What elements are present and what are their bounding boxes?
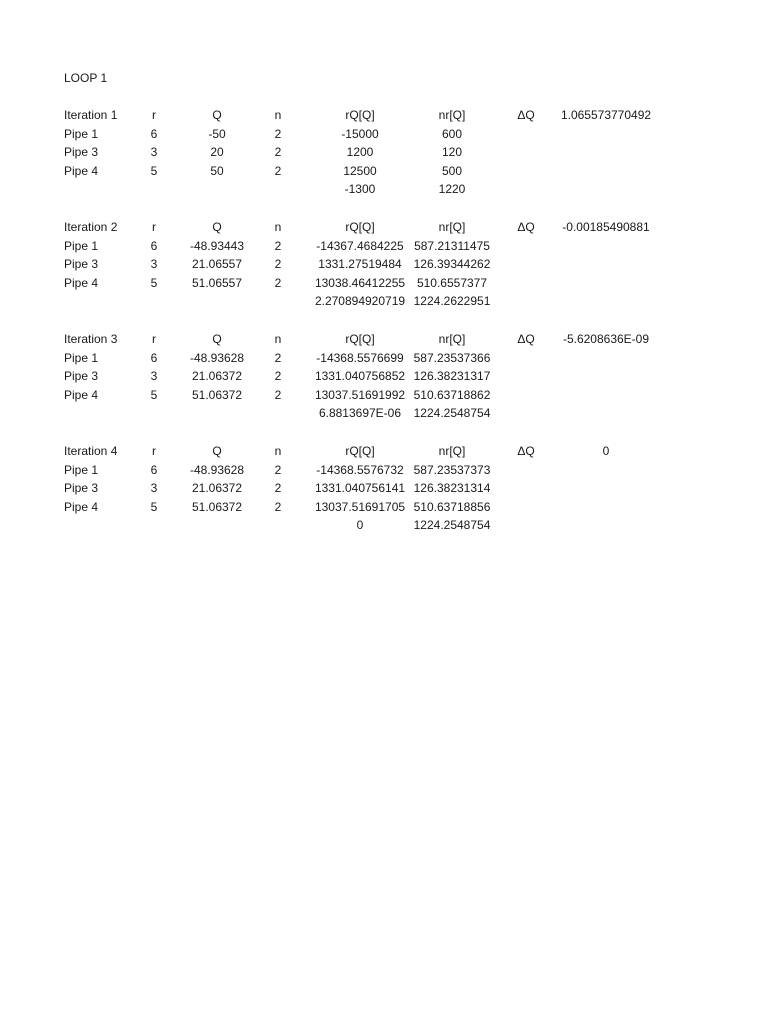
- table-row: [0, 274, 768, 292]
- cell-rq: -14368.5576732: [316, 462, 404, 477]
- cell-q: 21.06372: [191, 369, 243, 384]
- pipe-label: Pipe 1: [64, 126, 99, 141]
- pipe-label: Pipe 4: [64, 387, 99, 402]
- cell-n: 2: [274, 369, 282, 384]
- cell-q: 50: [210, 163, 224, 178]
- cell-nr: 587.21311475: [414, 238, 490, 253]
- cell-rq: 1331.040756141: [314, 481, 406, 496]
- cell-q: 21.06557: [191, 257, 243, 272]
- totals-row: [0, 180, 768, 198]
- cell-r: 3: [150, 257, 158, 272]
- cell-n: 2: [274, 275, 282, 290]
- cell-q: -50: [208, 126, 226, 141]
- cell-r: 6: [150, 126, 158, 141]
- total-nr: 1220: [438, 182, 466, 197]
- cell-r: 3: [150, 369, 158, 384]
- cell-rq: -14368.5576699: [316, 350, 404, 365]
- delta-q-label: ΔQ: [517, 108, 535, 122]
- cell-nr: 587.23537373: [413, 462, 491, 477]
- cell-nr: 500: [441, 163, 463, 178]
- column-header-nr: nr[Q]: [438, 444, 466, 458]
- total-rq: 0: [356, 518, 364, 533]
- cell-nr: 600: [441, 126, 463, 141]
- cell-rq: -14367.4684225: [316, 238, 404, 253]
- table-row: [0, 349, 768, 367]
- cell-q: -48.93628: [189, 350, 245, 365]
- column-header-n: n: [274, 332, 282, 346]
- cell-q: -48.93443: [189, 238, 245, 253]
- table-row: [0, 237, 768, 255]
- table-row: [0, 461, 768, 479]
- column-header-nr: nr[Q]: [438, 220, 466, 234]
- cell-rq: 13037.51691992: [314, 387, 406, 402]
- cell-nr: 126.39344262: [413, 257, 491, 272]
- table-row: [0, 498, 768, 516]
- iteration-header-row: [0, 218, 768, 236]
- cell-nr: 126.38231317: [413, 369, 491, 384]
- column-header-n: n: [274, 444, 282, 458]
- cell-n: 2: [274, 481, 282, 496]
- column-header-rq: rQ[Q]: [345, 108, 375, 122]
- column-header-q: Q: [212, 444, 222, 458]
- total-rq: 6.8813697E-06: [318, 406, 402, 421]
- column-header-r: r: [152, 444, 156, 458]
- total-nr: 1224.2622951: [413, 294, 491, 309]
- iteration-label: Iteration 3: [64, 332, 118, 346]
- cell-rq: 1331.040756852: [314, 369, 406, 384]
- delta-q-value: 1.065573770492: [560, 108, 652, 122]
- cell-n: 2: [274, 163, 282, 178]
- pipe-label: Pipe 4: [64, 275, 99, 290]
- cell-n: 2: [274, 499, 282, 514]
- table-row: [0, 143, 768, 161]
- cell-r: 6: [150, 350, 158, 365]
- delta-q-label: ΔQ: [517, 444, 535, 458]
- delta-q-label: ΔQ: [517, 332, 535, 346]
- iteration-label: Iteration 4: [64, 444, 118, 458]
- pipe-label: Pipe 3: [64, 369, 99, 384]
- pipe-label: Pipe 3: [64, 145, 99, 160]
- table-row: [0, 255, 768, 273]
- cell-nr: 510.63718862: [413, 387, 491, 402]
- cell-q: 21.06372: [191, 481, 243, 496]
- cell-q: 51.06372: [191, 387, 243, 402]
- total-nr: 1224.2548754: [413, 518, 491, 533]
- cell-n: 2: [274, 387, 282, 402]
- cell-nr: 120: [441, 145, 463, 160]
- cell-n: 2: [274, 145, 282, 160]
- column-header-q: Q: [212, 332, 222, 346]
- cell-n: 2: [274, 257, 282, 272]
- column-header-q: Q: [212, 108, 222, 122]
- column-header-rq: rQ[Q]: [345, 332, 375, 346]
- totals-row: [0, 516, 768, 534]
- pipe-label: Pipe 1: [64, 350, 99, 365]
- cell-nr: 510.63718856: [413, 499, 491, 514]
- cell-r: 3: [150, 145, 158, 160]
- table-row: [0, 162, 768, 180]
- cell-r: 3: [150, 481, 158, 496]
- totals-row: [0, 404, 768, 422]
- table-row: [0, 479, 768, 497]
- cell-q: 51.06372: [191, 499, 243, 514]
- iteration-header-row: [0, 442, 768, 460]
- cell-r: 5: [150, 163, 158, 178]
- cell-rq: 1331.27519484: [318, 257, 402, 272]
- delta-q-label: ΔQ: [517, 220, 535, 234]
- table-row: [0, 367, 768, 385]
- delta-q-value: -0.00185490881: [562, 220, 650, 234]
- column-header-r: r: [152, 332, 156, 346]
- cell-rq: 13037.51691705: [314, 499, 406, 514]
- loop-title: LOOP 1: [64, 71, 108, 85]
- cell-r: 5: [150, 387, 158, 402]
- iteration-label: Iteration 1: [64, 108, 118, 122]
- total-rq: 2.270894920719: [314, 294, 406, 309]
- pipe-label: Pipe 4: [64, 499, 99, 514]
- total-nr: 1224.2548754: [413, 406, 491, 421]
- delta-q-value: 0: [602, 444, 610, 458]
- cell-n: 2: [274, 462, 282, 477]
- column-header-n: n: [274, 220, 282, 234]
- cell-rq: 12500: [343, 163, 377, 178]
- iteration-label: Iteration 2: [64, 220, 118, 234]
- cell-r: 5: [150, 499, 158, 514]
- cell-q: 51.06557: [191, 275, 243, 290]
- column-header-r: r: [152, 220, 156, 234]
- iteration-header-row: [0, 330, 768, 348]
- cell-nr: 587.23537366: [413, 350, 491, 365]
- column-header-r: r: [152, 108, 156, 122]
- pipe-label: Pipe 1: [64, 462, 99, 477]
- iteration-header-row: [0, 106, 768, 124]
- cell-n: 2: [274, 238, 282, 253]
- cell-r: 5: [150, 275, 158, 290]
- cell-rq: -15000: [341, 126, 379, 141]
- cell-q: -48.93628: [189, 462, 245, 477]
- cell-nr: 510.6557377: [416, 275, 488, 290]
- delta-q-value: -5.6208636E-09: [562, 332, 650, 346]
- cell-n: 2: [274, 350, 282, 365]
- cell-rq: 1200: [346, 145, 374, 160]
- pipe-label: Pipe 3: [64, 481, 99, 496]
- cell-q: 20: [210, 145, 224, 160]
- total-rq: -1300: [344, 182, 376, 197]
- table-row: [0, 386, 768, 404]
- table-row: [0, 125, 768, 143]
- column-header-rq: rQ[Q]: [345, 444, 375, 458]
- pipe-label: Pipe 4: [64, 163, 99, 178]
- cell-rq: 13038.46412255: [314, 275, 406, 290]
- cell-r: 6: [150, 238, 158, 253]
- column-header-q: Q: [212, 220, 222, 234]
- column-header-nr: nr[Q]: [438, 108, 466, 122]
- column-header-nr: nr[Q]: [438, 332, 466, 346]
- cell-n: 2: [274, 126, 282, 141]
- pipe-label: Pipe 1: [64, 238, 99, 253]
- pipe-label: Pipe 3: [64, 257, 99, 272]
- totals-row: [0, 292, 768, 310]
- column-header-rq: rQ[Q]: [345, 220, 375, 234]
- cell-r: 6: [150, 462, 158, 477]
- column-header-n: n: [274, 108, 282, 122]
- cell-nr: 126.38231314: [413, 481, 491, 496]
